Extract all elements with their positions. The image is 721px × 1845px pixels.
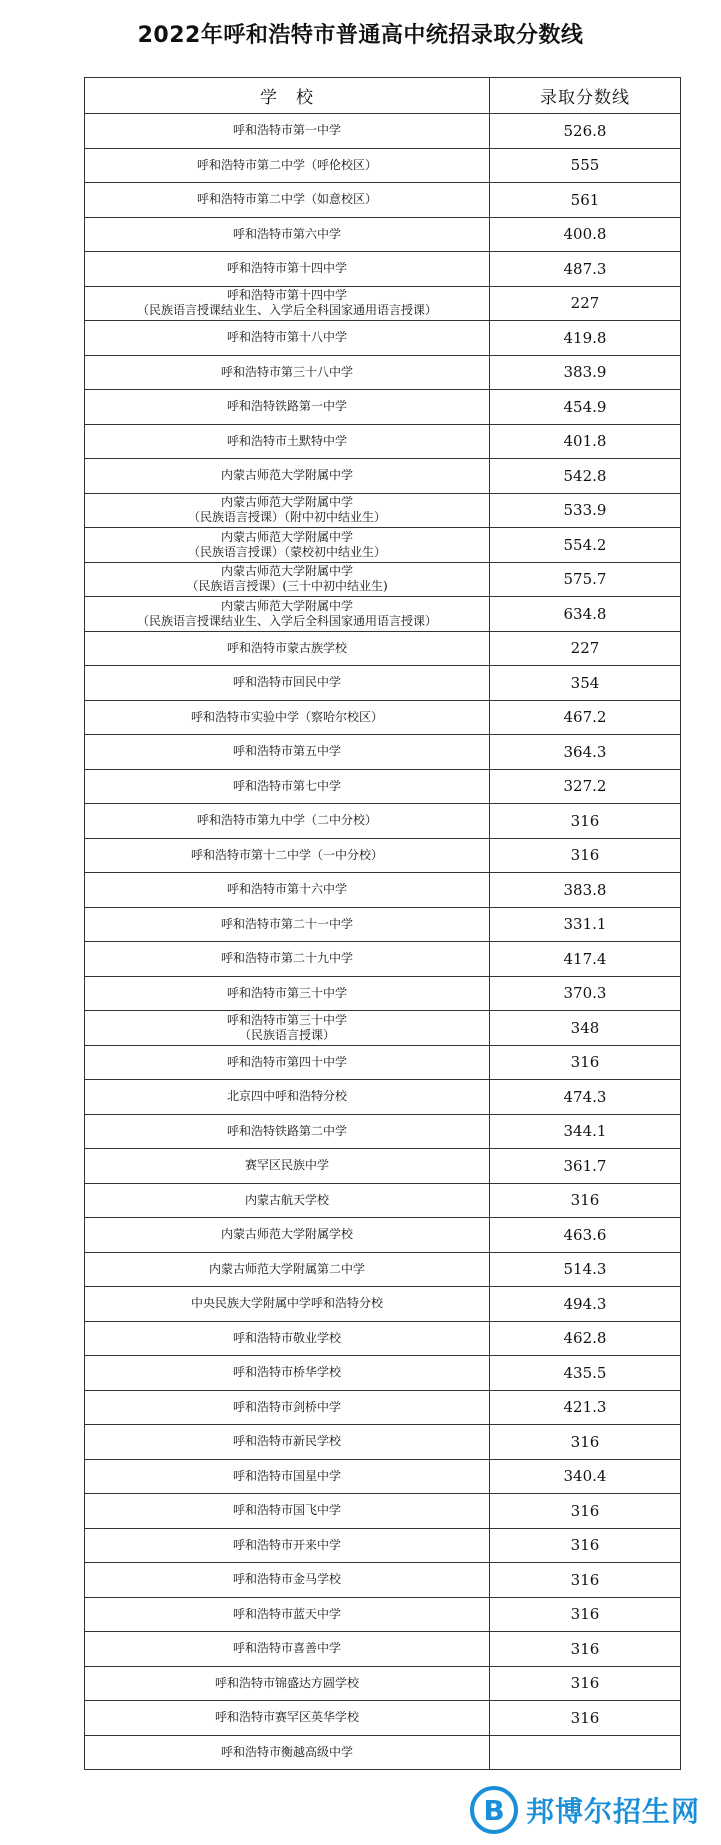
school-name-line: 呼和浩特市第四十中学	[226, 1054, 347, 1069]
score-cell: 316	[490, 1494, 681, 1529]
school-name-cell	[85, 424, 490, 459]
score-cell: 316	[490, 1425, 681, 1460]
table-row	[85, 1494, 681, 1529]
school-name-cell	[85, 1563, 490, 1598]
table-row	[85, 1425, 681, 1460]
school-name-cell	[85, 1632, 490, 1667]
school-name-cell	[85, 1459, 490, 1494]
school-name-line: 呼和浩特市第五中学	[232, 744, 341, 759]
school-name-line: 内蒙古师范大学附属中学	[220, 468, 353, 483]
table-row	[85, 976, 681, 1011]
score-cell: 316	[490, 1597, 681, 1632]
table-row	[85, 528, 681, 563]
score-table	[84, 77, 681, 1770]
school-name-cell	[85, 735, 490, 770]
score-cell: 383.9	[490, 355, 681, 390]
table-row	[85, 183, 681, 218]
school-name-line: 呼和浩特市第六中学	[232, 226, 341, 241]
table-row	[85, 631, 681, 666]
table-row	[85, 252, 681, 287]
table-row	[85, 597, 681, 632]
score-cell: 316	[490, 1632, 681, 1667]
table-row	[85, 1356, 681, 1391]
school-name-line: 呼和浩特市国星中学	[232, 1468, 341, 1483]
table-row	[85, 735, 681, 770]
score-cell: 227	[490, 631, 681, 666]
school-name-line: 呼和浩特市第十四中学	[226, 261, 347, 276]
school-name-cell	[85, 1425, 490, 1460]
school-name-line: 呼和浩特市金马学校	[232, 1572, 341, 1587]
score-cell: 364.3	[490, 735, 681, 770]
score-cell: 344.1	[490, 1114, 681, 1149]
table-row	[85, 700, 681, 735]
table-row	[85, 1252, 681, 1287]
table-row	[85, 217, 681, 252]
school-name-line: 呼和浩特市桥华学校	[232, 1365, 341, 1380]
score-cell: 400.8	[490, 217, 681, 252]
school-name-cell	[85, 286, 490, 321]
school-name-cell	[85, 666, 490, 701]
school-name-line: 赛罕区民族中学	[244, 1158, 329, 1173]
table-row	[85, 666, 681, 701]
score-cell: 401.8	[490, 424, 681, 459]
school-name-line: 内蒙古师范大学附属学校	[220, 1227, 353, 1242]
school-name-cell	[85, 528, 490, 563]
table-row	[85, 1321, 681, 1356]
score-cell: 419.8	[490, 321, 681, 356]
score-cell	[490, 1735, 681, 1770]
school-name-cell	[85, 1494, 490, 1529]
score-cell: 435.5	[490, 1356, 681, 1391]
school-name-cell	[85, 148, 490, 183]
school-name-cell	[85, 493, 490, 528]
school-name-line: 呼和浩特市蒙古族学校	[226, 640, 347, 655]
table-body	[85, 114, 681, 1770]
score-cell: 331.1	[490, 907, 681, 942]
school-name-line: 呼和浩特市敬业学校	[232, 1330, 341, 1345]
school-name-cell	[85, 114, 490, 149]
school-name-line: 内蒙古航天学校	[244, 1192, 329, 1207]
school-name-line: （民族语言授课结业生、入学后全科国家通用语言授课）	[136, 303, 437, 318]
score-cell: 361.7	[490, 1149, 681, 1184]
school-name-line: 内蒙古师范大学附属中学	[220, 564, 353, 579]
score-cell: 467.2	[490, 700, 681, 735]
table-row	[85, 1011, 681, 1046]
school-name-cell	[85, 1252, 490, 1287]
score-cell: 227	[490, 286, 681, 321]
school-name-cell	[85, 1701, 490, 1736]
school-name-line: 呼和浩特市新民学校	[232, 1434, 341, 1449]
table-row	[85, 907, 681, 942]
school-name-line: 呼和浩特市剑桥中学	[232, 1399, 341, 1414]
school-name-cell	[85, 1045, 490, 1080]
school-name-line: 呼和浩特市开来中学	[232, 1537, 341, 1552]
school-name-line: 呼和浩特市实验中学（察哈尔校区）	[190, 709, 383, 724]
page-title: 2022年呼和浩特市普通高中统招录取分数线	[137, 23, 584, 48]
table-row	[85, 1459, 681, 1494]
score-cell: 463.6	[490, 1218, 681, 1253]
table-row	[85, 1218, 681, 1253]
school-name-cell	[85, 1321, 490, 1356]
table-row	[85, 1183, 681, 1218]
school-name-line: 呼和浩特市第二中学（如意校区）	[196, 192, 377, 207]
school-name-cell	[85, 1183, 490, 1218]
school-name-line: 呼和浩特市第三十中学	[226, 985, 347, 1000]
school-name-line: 呼和浩特市第二十一中学	[220, 916, 353, 931]
table-row	[85, 1287, 681, 1322]
school-name-line: 中央民族大学附属中学呼和浩特分校	[190, 1296, 383, 1311]
score-cell: 316	[490, 804, 681, 839]
school-name-line: 呼和浩特市第二中学（呼伦校区）	[196, 157, 377, 172]
school-name-line: 呼和浩特市蓝天中学	[232, 1606, 341, 1621]
score-cell: 561	[490, 183, 681, 218]
table-row	[85, 148, 681, 183]
school-name-cell	[85, 1390, 490, 1425]
table-row	[85, 838, 681, 873]
school-name-cell	[85, 873, 490, 908]
table-row	[85, 1701, 681, 1736]
score-cell: 526.8	[490, 114, 681, 149]
score-cell: 316	[490, 1666, 681, 1701]
school-name-cell	[85, 217, 490, 252]
header-score: 录取分数线	[490, 78, 681, 114]
school-name-cell	[85, 1287, 490, 1322]
score-cell: 316	[490, 1528, 681, 1563]
school-name-line: 呼和浩特市衡越高级中学	[220, 1744, 353, 1759]
school-name-line: 北京四中呼和浩特分校	[226, 1089, 347, 1104]
score-cell: 316	[490, 1045, 681, 1080]
school-name-line: 内蒙古师范大学附属中学	[220, 495, 353, 510]
score-cell: 421.3	[490, 1390, 681, 1425]
score-cell: 316	[490, 1183, 681, 1218]
school-name-cell	[85, 700, 490, 735]
school-name-line: 呼和浩特市第一中学	[232, 123, 341, 138]
logo-text: 邦博尔招生网	[526, 1795, 701, 1828]
school-name-cell	[85, 562, 490, 597]
school-name-cell	[85, 1011, 490, 1046]
school-name-line: 呼和浩特市锦盛达方圆学校	[214, 1675, 359, 1690]
school-name-cell	[85, 597, 490, 632]
table-row	[85, 114, 681, 149]
table-row	[85, 390, 681, 425]
school-name-line: 呼和浩特市第七中学	[232, 778, 341, 793]
school-name-cell	[85, 252, 490, 287]
score-cell: 417.4	[490, 942, 681, 977]
school-name-cell	[85, 1114, 490, 1149]
table-row	[85, 942, 681, 977]
school-name-line: 呼和浩特市第十六中学	[226, 882, 347, 897]
score-cell: 383.8	[490, 873, 681, 908]
school-name-cell	[85, 390, 490, 425]
score-cell: 348	[490, 1011, 681, 1046]
score-cell: 354	[490, 666, 681, 701]
table-row	[85, 1632, 681, 1667]
school-name-cell	[85, 1735, 490, 1770]
school-name-line: 呼和浩特市第九中学（二中分校）	[196, 813, 377, 828]
table-row	[85, 493, 681, 528]
school-name-line: 呼和浩特市第十二中学（一中分校）	[190, 847, 383, 862]
school-name-line: （民族语言授课）	[238, 1027, 335, 1042]
school-name-cell	[85, 1149, 490, 1184]
school-name-cell	[85, 976, 490, 1011]
school-name-cell	[85, 459, 490, 494]
school-name-cell	[85, 838, 490, 873]
school-name-line: （民族语言授课）（蒙校初中结业生）	[187, 544, 386, 559]
school-name-line: 呼和浩特市喜善中学	[232, 1641, 341, 1656]
table-row	[85, 1080, 681, 1115]
score-cell: 555	[490, 148, 681, 183]
score-cell: 494.3	[490, 1287, 681, 1322]
score-cell: 554.2	[490, 528, 681, 563]
table-row	[85, 1563, 681, 1598]
school-name-line: 呼和浩特市第二十九中学	[220, 951, 353, 966]
table-row	[85, 1149, 681, 1184]
table-row	[85, 1666, 681, 1701]
score-cell: 454.9	[490, 390, 681, 425]
table-row	[85, 1390, 681, 1425]
score-cell: 542.8	[490, 459, 681, 494]
school-name-line: 呼和浩特市第三十中学	[226, 1012, 347, 1027]
school-name-line: 呼和浩特铁路第二中学	[226, 1123, 347, 1138]
school-name-line: （民族语言授课结业生、入学后全科国家通用语言授课）	[136, 613, 437, 628]
school-name-line: 呼和浩特市第十八中学	[226, 330, 347, 345]
school-name-cell	[85, 321, 490, 356]
table-row	[85, 562, 681, 597]
table-row	[85, 355, 681, 390]
table-row	[85, 424, 681, 459]
school-name-cell	[85, 1528, 490, 1563]
score-cell: 370.3	[490, 976, 681, 1011]
school-name-cell	[85, 355, 490, 390]
table-row	[85, 286, 681, 321]
score-cell: 316	[490, 1563, 681, 1598]
school-name-cell	[85, 907, 490, 942]
table-row	[85, 804, 681, 839]
school-name-line: 内蒙古师范大学附属中学	[220, 598, 353, 613]
school-name-cell	[85, 1080, 490, 1115]
table-row	[85, 1735, 681, 1770]
school-name-line: （民族语言授课）（附中初中结业生）	[187, 510, 386, 525]
score-cell: 533.9	[490, 493, 681, 528]
school-name-line: 内蒙古师范大学附属中学	[220, 529, 353, 544]
school-name-line: 呼和浩特市回民中学	[232, 675, 341, 690]
score-cell: 575.7	[490, 562, 681, 597]
site-watermark-logo	[470, 1780, 720, 1840]
logo-mark-icon: B	[470, 1786, 518, 1834]
table-row	[85, 1597, 681, 1632]
school-name-cell	[85, 1218, 490, 1253]
school-name-line: 呼和浩特市土默特中学	[226, 433, 347, 448]
school-name-line: 内蒙古师范大学附属第二中学	[208, 1261, 365, 1276]
score-cell: 316	[490, 1701, 681, 1736]
score-cell: 340.4	[490, 1459, 681, 1494]
school-name-cell	[85, 1356, 490, 1391]
score-cell: 316	[490, 838, 681, 873]
school-name-line: 呼和浩特市第三十八中学	[220, 364, 353, 379]
table-row	[85, 1528, 681, 1563]
table-row	[85, 321, 681, 356]
school-name-cell	[85, 804, 490, 839]
header-school: 学 校	[85, 78, 490, 114]
school-name-cell	[85, 183, 490, 218]
table-row	[85, 459, 681, 494]
school-name-line: 呼和浩特铁路第一中学	[226, 399, 347, 414]
score-cell: 327.2	[490, 769, 681, 804]
school-name-cell	[85, 1666, 490, 1701]
school-name-cell	[85, 1597, 490, 1632]
school-name-cell	[85, 631, 490, 666]
score-cell: 514.3	[490, 1252, 681, 1287]
school-name-cell	[85, 769, 490, 804]
school-name-line: 呼和浩特市国飞中学	[232, 1503, 341, 1518]
score-cell: 487.3	[490, 252, 681, 287]
score-cell: 634.8	[490, 597, 681, 632]
school-name-line: 呼和浩特市赛罕区英华学校	[214, 1710, 359, 1725]
table-row	[85, 769, 681, 804]
school-name-line: （民族语言授课）(三十中初中结业生)	[186, 579, 388, 594]
school-name-cell	[85, 942, 490, 977]
table-row	[85, 873, 681, 908]
table-header-row	[85, 78, 681, 114]
score-cell: 462.8	[490, 1321, 681, 1356]
table-row	[85, 1045, 681, 1080]
score-cell: 474.3	[490, 1080, 681, 1115]
table-row	[85, 1114, 681, 1149]
school-name-line: 呼和浩特市第十四中学	[226, 288, 347, 303]
